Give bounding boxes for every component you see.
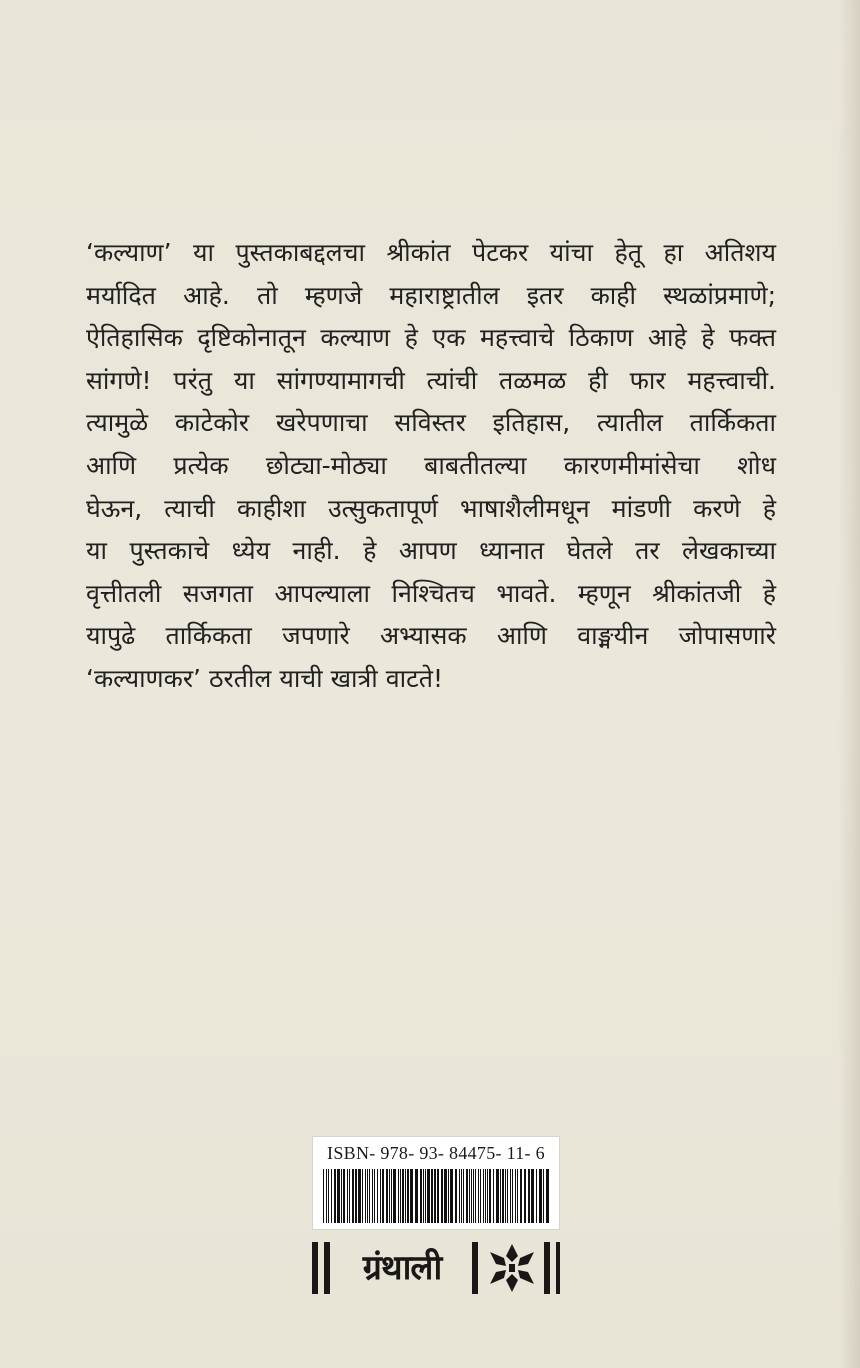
page-edge-shadow xyxy=(838,0,860,1368)
blurb-line: मर्यादित आहे. तो म्हणजे महाराष्ट्रातील इतर काही स्थळांप्रमाणे; xyxy=(86,280,776,310)
blurb-line: वृत्तीतली सजगता आपल्याला निश्चितच भावते. म्हणून श्रीकांतजी हे xyxy=(86,578,776,608)
blurb-line: त्यामुळे काटेकोर खरेपणाचा सविस्तर इतिहास, त्यातील तार्किकता xyxy=(86,408,776,438)
blurb-line: आणि प्रत्येक छोट्या-मोठ्या बाबतीतल्या कारणमीमांसेचा शोध xyxy=(86,450,776,480)
logo-bar xyxy=(472,1242,478,1294)
logo-bar xyxy=(544,1242,550,1294)
blurb-line: या पुस्तकाचे ध्येय नाही. हे आपण ध्यानात घेतले तर लेखकाच्या xyxy=(86,536,776,566)
barcode-icon xyxy=(321,1169,551,1223)
logo-bar xyxy=(556,1242,560,1294)
publisher-name: ग्रंथाली xyxy=(362,1248,442,1288)
granthali-star-icon xyxy=(488,1242,536,1294)
blurb-paragraph xyxy=(86,232,776,701)
isbn-number: ISBN- 978- 93- 84475- 11- 6 xyxy=(327,1143,545,1163)
blurb-line: घेऊन, त्याची काहीशा उत्सुकतापूर्ण भाषाशैलीमधून मांडणी करणे हे xyxy=(86,493,776,523)
isbn-barcode-box xyxy=(312,1136,560,1230)
blurb-line: ऐतिहासिक दृष्टिकोनातून कल्याण हे एक महत्त्वाचे ठिकाण आहे हे फक्त xyxy=(86,323,776,353)
blurb-line: सांगणे! परंतु या सांगण्यामागची त्यांची तळमळ ही फार महत्त्वाची. xyxy=(86,365,776,395)
logo-bar xyxy=(324,1242,330,1294)
blurb-line: यापुढे तार्किकता जपणारे अभ्यासक आणि वाङ्मयीन जोपासणारे xyxy=(86,621,776,651)
blurb-line: ‘कल्याणकर’ ठरतील याची खात्री वाटते! xyxy=(86,663,443,693)
blurb-line: ‘कल्याण’ या पुस्तकाबद्दलचा श्रीकांत पेटकर यांचा हेतू हा अतिशय xyxy=(86,238,776,267)
publisher-logo xyxy=(312,1240,560,1296)
logo-bar xyxy=(312,1242,318,1294)
